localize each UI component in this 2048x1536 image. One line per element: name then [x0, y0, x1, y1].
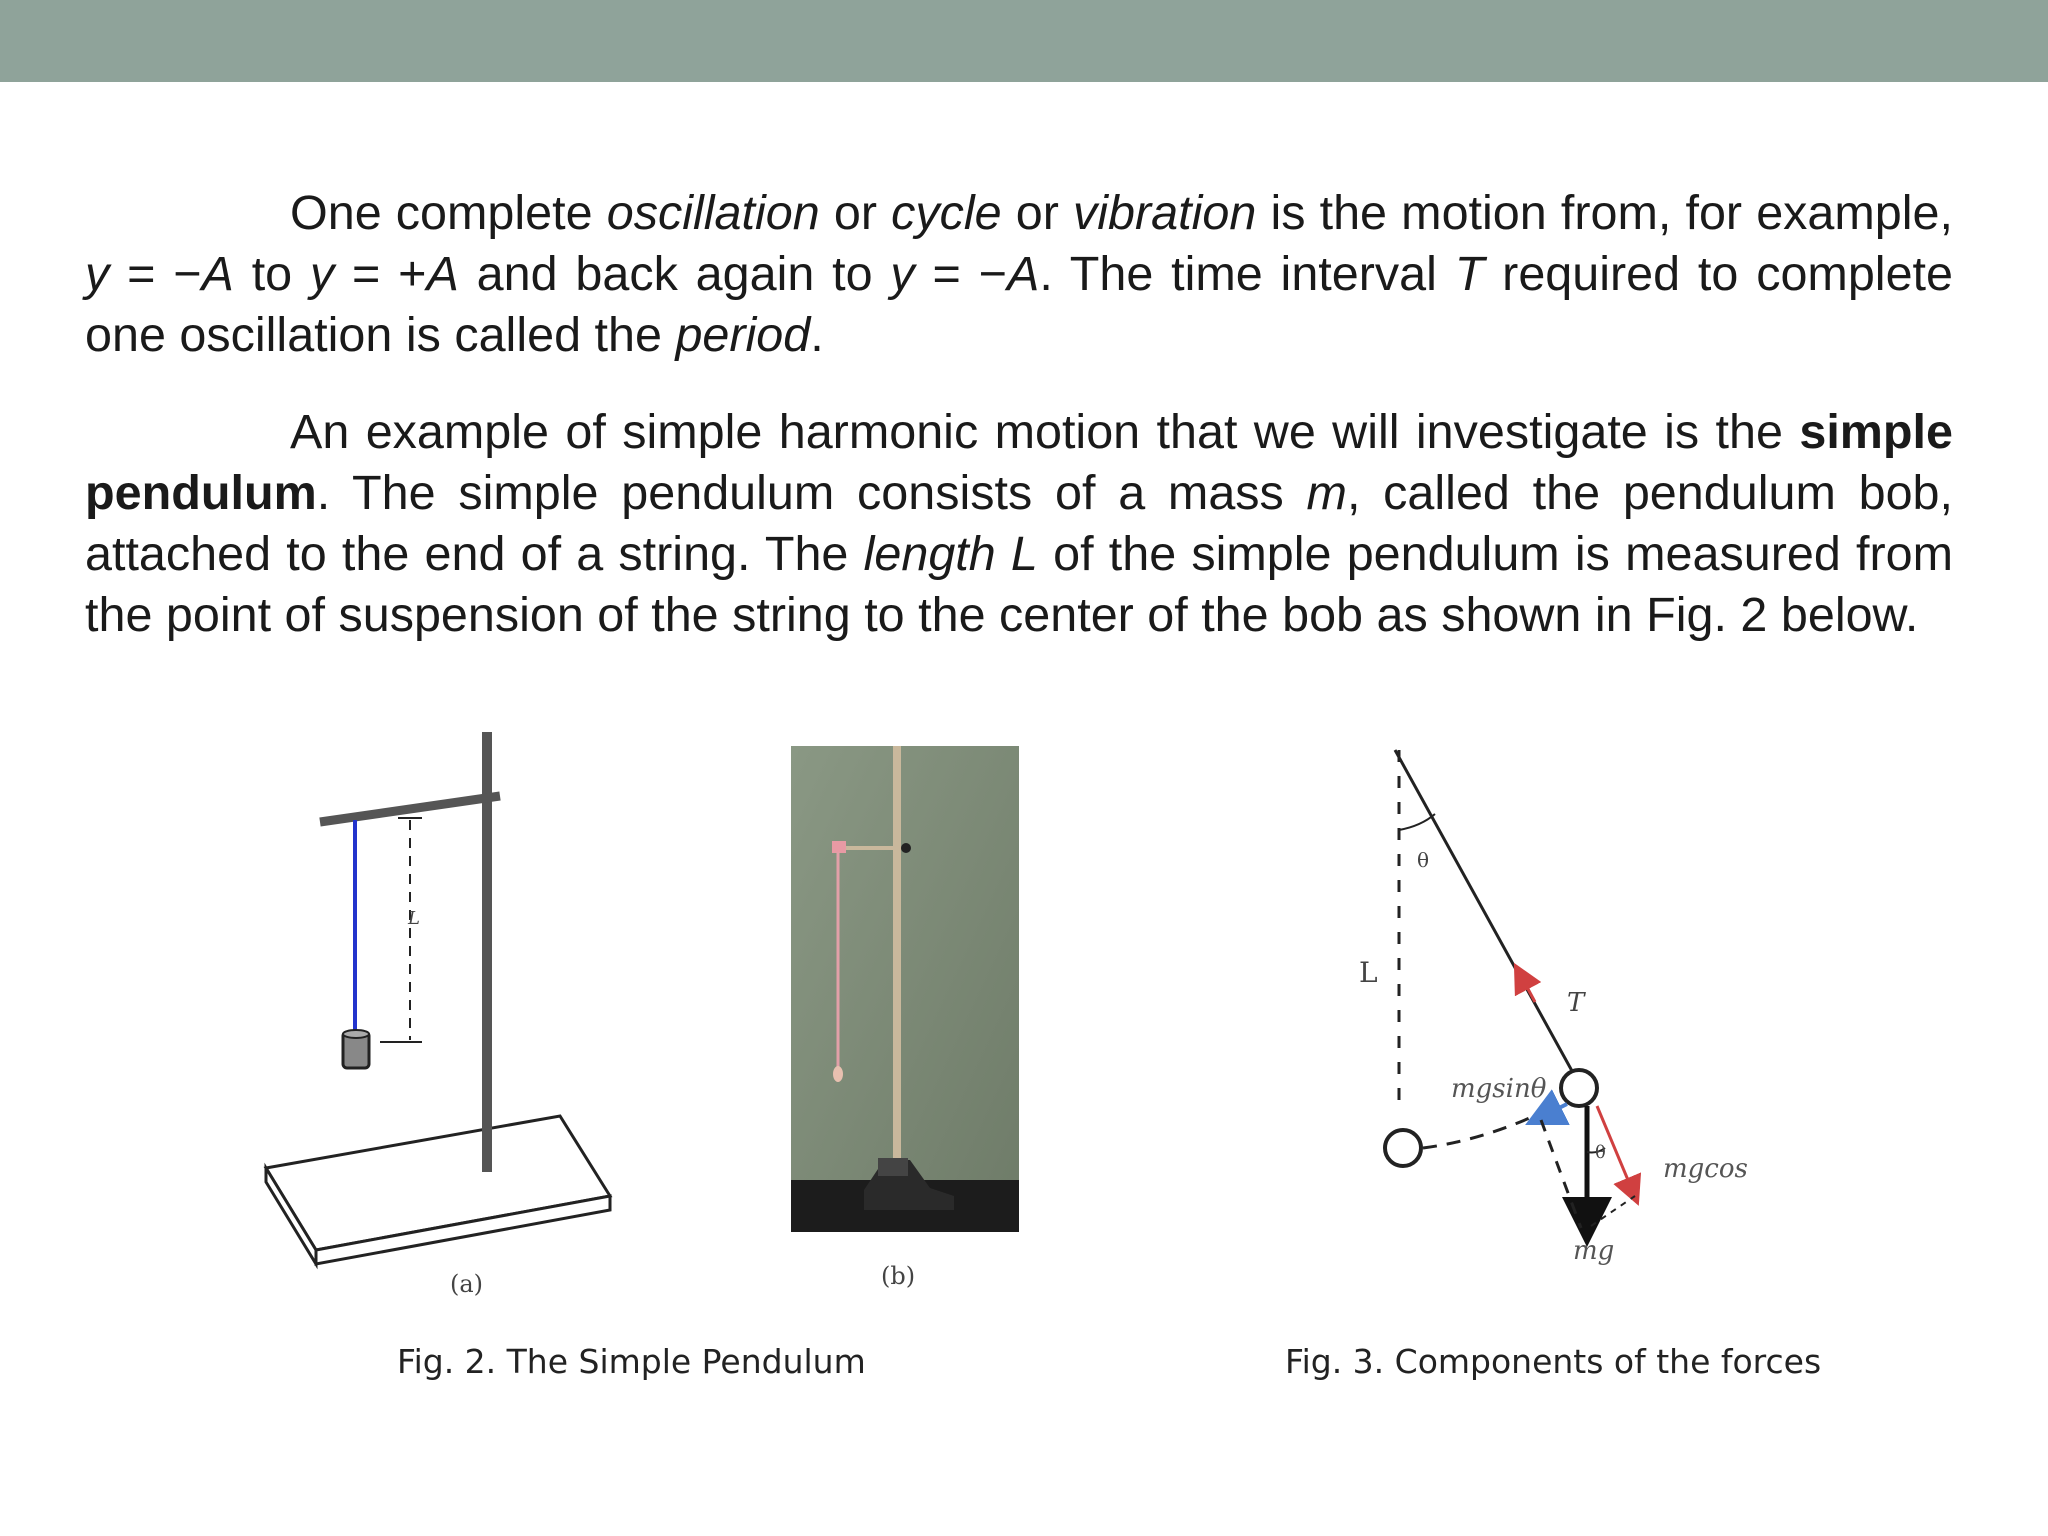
length-label-fig3: L: [1359, 956, 1378, 989]
length-label: L: [408, 908, 420, 929]
slide-header-band: [0, 0, 2048, 82]
figure-2a-pendulum-diagram: [250, 728, 630, 1308]
figure-3-caption: Fig. 3. Components of the forces: [1285, 1342, 1822, 1381]
paragraph-simple-pendulum: An example of simple harmonic motion that we will investigate is the simple pendulum. The simple pendulum consists of a mass m, called the pendulum bob, attached to the end of a string. The length L of the simple pendulum is measured from the point of suspension of the string to the center of the bob as shown in Fig. 2 below.: [85, 405, 1953, 642]
force-components-drawing: [1335, 740, 1795, 1300]
pendulum-stand-drawing: [250, 728, 630, 1308]
subfigure-a-label: (a): [450, 1270, 484, 1298]
figure-3-force-diagram: [1335, 740, 1795, 1300]
pendulum-photo: [780, 740, 1030, 1240]
mgsin-label: mgsinθ: [1451, 1074, 1547, 1104]
mg-label: mg: [1573, 1236, 1615, 1266]
paragraph-oscillation-definition: One complete oscillation or cycle or vibration is the motion from, for example, y = −A to y = +A and back again to y = −A. The time interval T required to complete one oscillation is called the period.: [85, 186, 1953, 362]
theta-bottom-label: θ: [1595, 1142, 1606, 1163]
mgcos-label: mgcos: [1663, 1154, 1748, 1184]
subfigure-b-label: (b): [881, 1262, 916, 1290]
figure-2-caption: Fig. 2. The Simple Pendulum: [397, 1342, 866, 1381]
tension-label: T: [1567, 988, 1585, 1018]
theta-top-label: θ: [1417, 848, 1430, 872]
figure-2b-pendulum-photo: [780, 740, 1030, 1300]
